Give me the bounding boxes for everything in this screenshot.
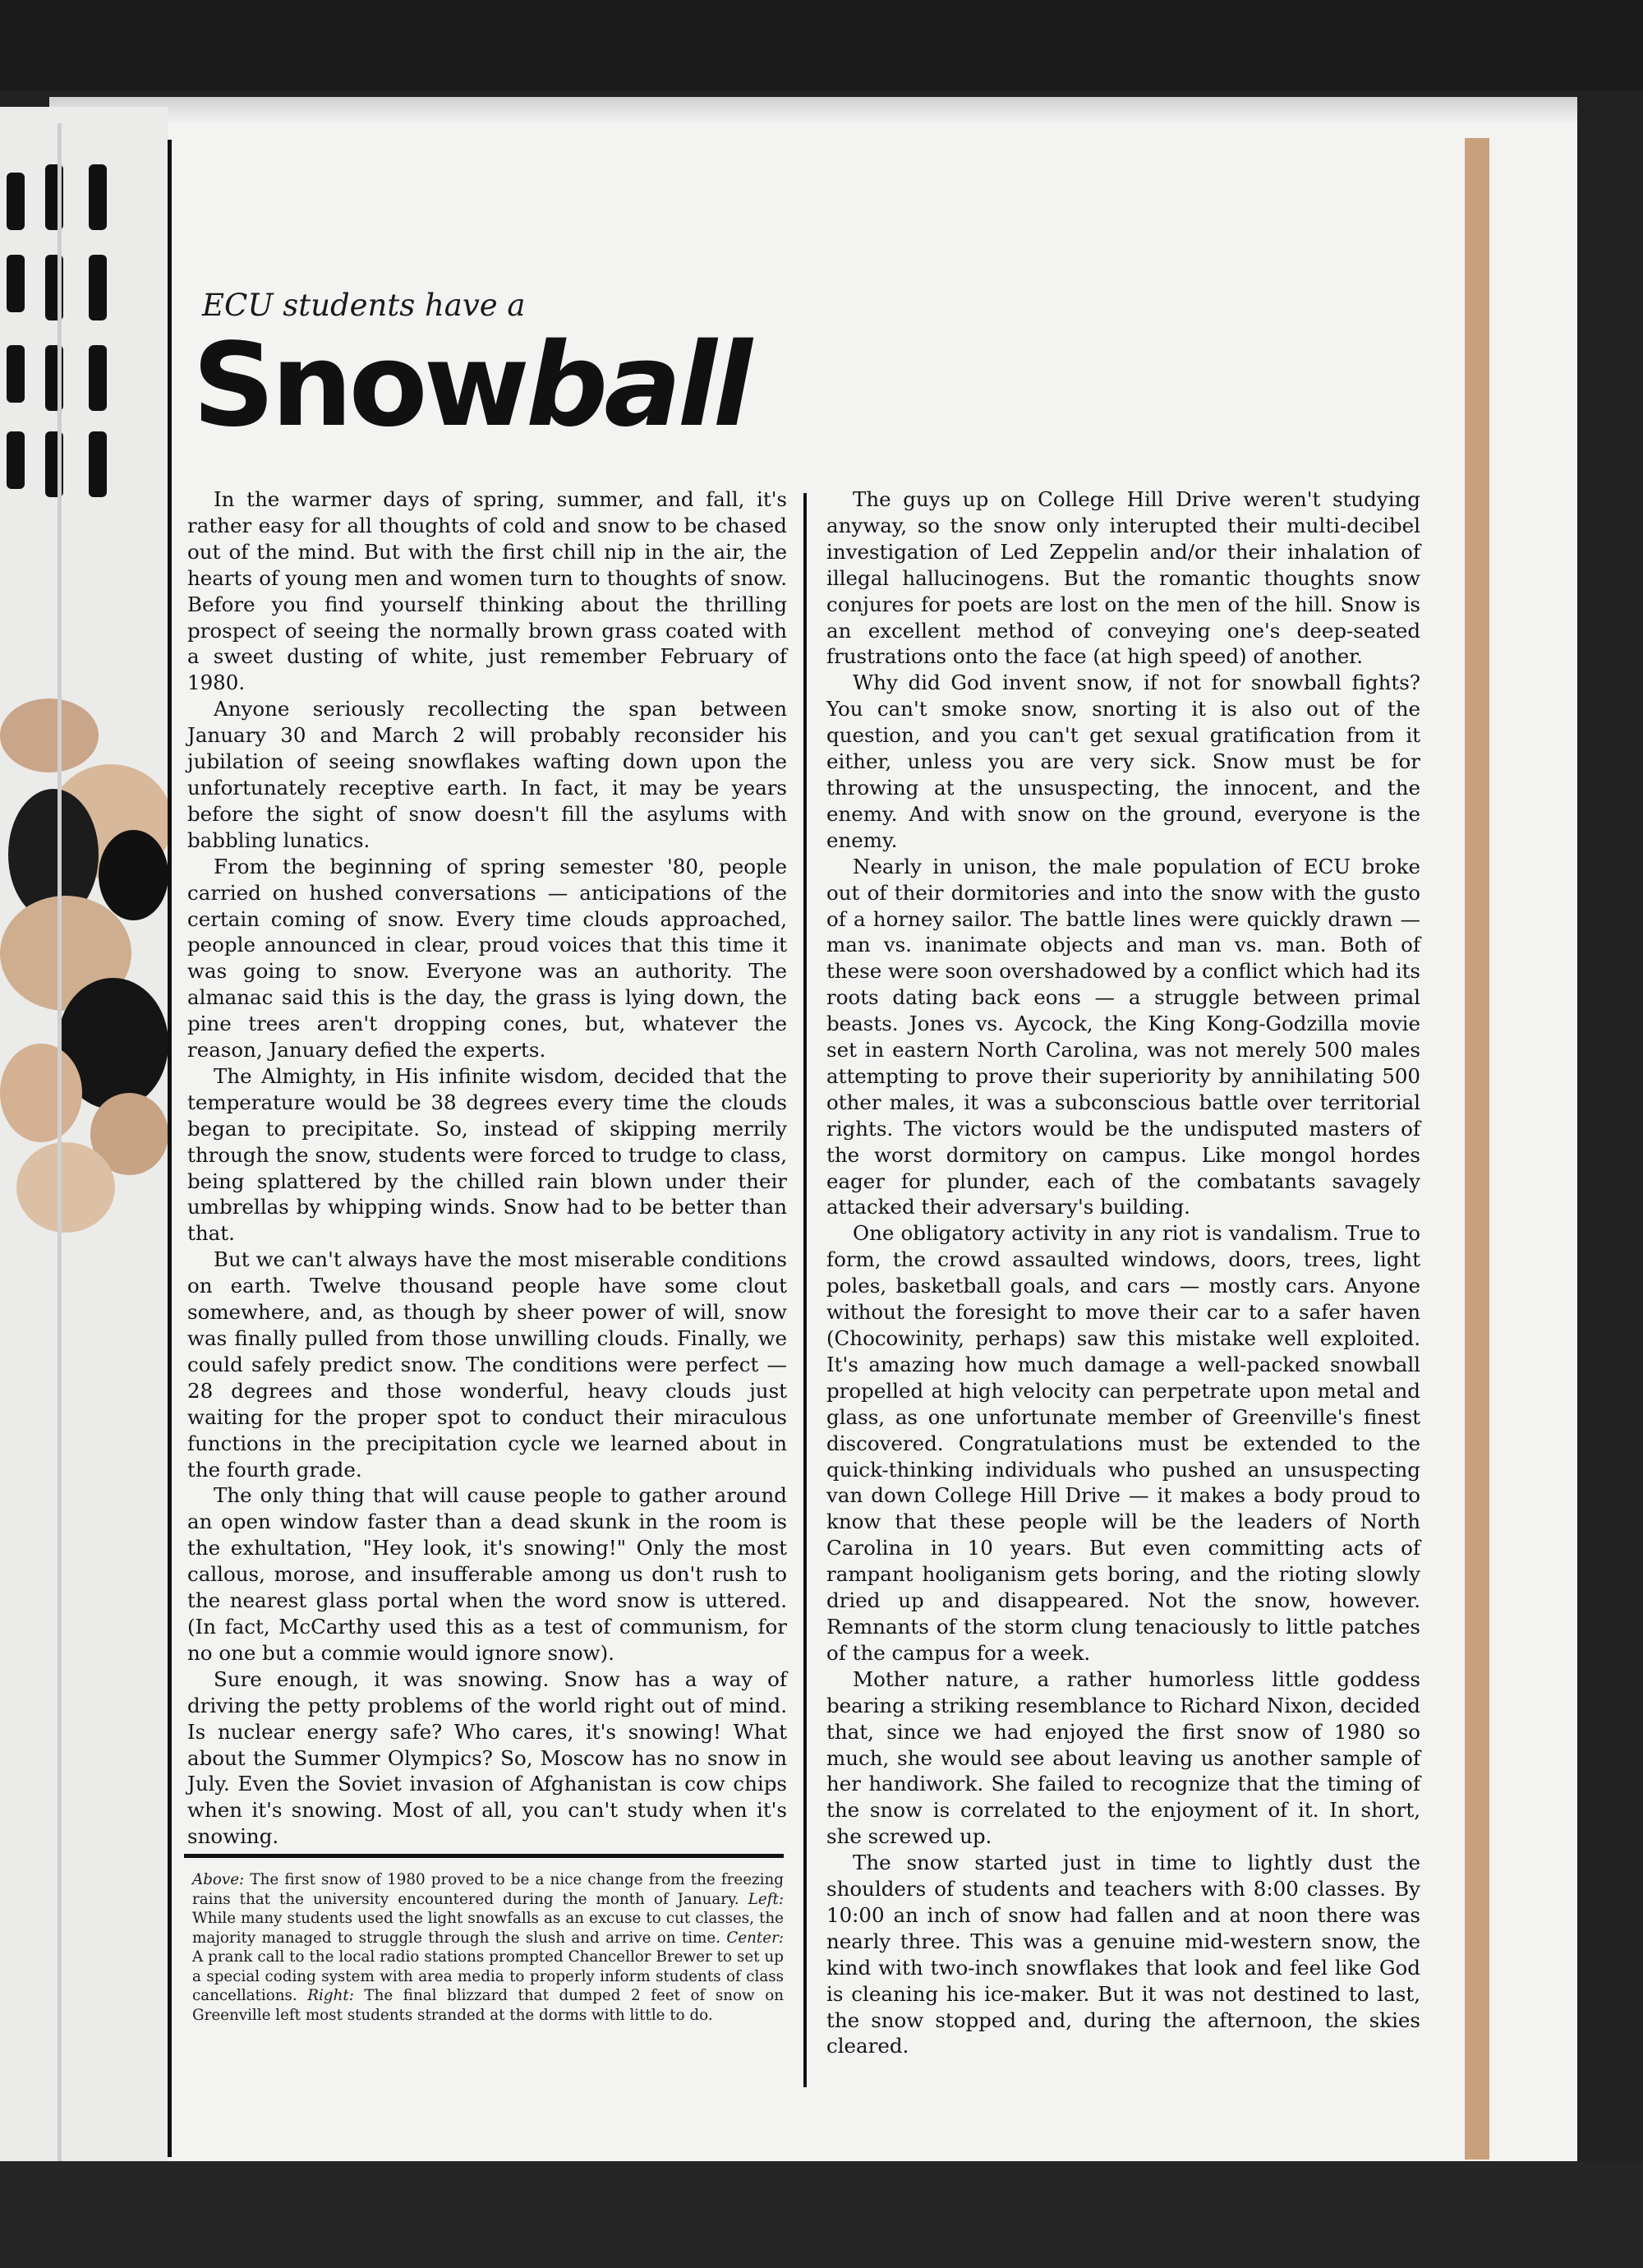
scan-background-top [0, 0, 1643, 90]
scan-background-bottom [0, 2161, 1643, 2268]
column-divider [803, 493, 807, 2087]
article-column-left [187, 486, 787, 1850]
paragraph: The snow started just in time to lightly dust the shoulders of students and teachers with 8:00 classes. By 10:00 an inch of snow had fallen and at noon there was nearly three. This was a genuine mid-western snow, the kind with two-inch snowflakes that look and feel like God is cleaning his ice-maker. But it was not destined to last, the snow stopped and, during the afternoon, the skies cleared. [826, 1851, 1420, 2058]
paragraph: The guys up on College Hill Drive weren't studying anyway, so the snow only interupted their multi-decibel investigation of Led Zeppelin and/or their inhalation of illegal hallucinogens. But the romantic thoughts snow conjures for poets are lost on the men of the hill. Snow is an excellent method of conveying one's deep-seated frustrations onto the face (at high speed) of another. [826, 487, 1420, 669]
binding-hole [89, 431, 107, 497]
headline-part-a: Snow [192, 319, 527, 453]
accent-bar [1465, 138, 1489, 2160]
paragraph: Mother nature, a rather humorless little goddess bearing a striking resemblance to Richard Nixon, decided that, since we had enjoyed the first snow of 1980 so much, she would see about leaving us another sample of her handiwork. She failed to recognize that the timing of the snow is correlated to the enjoyment of it. In short, she screwed up. [826, 1666, 1420, 1849]
binding-hole [89, 255, 107, 320]
photo-fragment [99, 830, 168, 920]
paragraph: The Almighty, in His infinite wisdom, decided that the temperature would be 38 degrees every time the clouds began to precipitate. So, instead of skipping merrily through the snow, students were forced to trudge to class, being splattered by the chilled rain blown under their umbrellas by whipping winds. Snow had to be better than that. [187, 1063, 787, 1246]
binding-hole [7, 431, 25, 489]
caption-text: While many students used the light snowfalls as an excuse to cut classes, the majority managed to struggle through the slush and arrive on time. [192, 1910, 784, 1947]
photo-fragment [0, 698, 99, 772]
photo-caption [192, 1870, 784, 2025]
paragraph: But we can't always have the most miserable conditions on earth. Twelve thousand people have some clout somewhere, and, as though by sheer power of will, snow was finally pulled from those unwilling clouds. Finally, we could safely predict snow. The conditions were perfect — 28 degrees and those wonderful, heavy clouds just waiting for the proper spot to conduct their miraculous functions in the precipitation cycle we learned about in the fourth grade. [187, 1247, 787, 1482]
paragraph: The only thing that will cause people to gather around an open window faster than a dead skunk in the room is the exhultation, "Hey look, it's snowing!" Only the most callous, morose, and insufferable among us don't rush to the nearest glass portal when the word snow is uttered. (In fact, McCarthy used this as a test of communism, for no one but a commie would ignore snow). [187, 1483, 787, 1665]
paragraph: In the warmer days of spring, summer, and fall, it's rather easy for all thoughts of cold and snow to be chased out of the mind. But with the first chill nip in the air, the hearts of young men and women turn to thoughts of snow. Before you find yourself thinking about the thrilling prospect of seeing the normally brown grass coated with a sweet dusting of white, just remember February of 1980. [187, 487, 787, 695]
caption-text: The first snow of 1980 proved to be a nice change from the freezing rains that the university encountered during the month of January. [192, 1871, 784, 1908]
paragraph: Sure enough, it was snowing. Snow has a way of driving the petty problems of the world right out of mind. Is nuclear energy safe? Who cares, it's snowing! What about the Summer Olympics? So, Moscow has no snow in July. Even the Soviet invasion of Afghanistan is cow chips when it's snowing. Most of all, you can't study when it's snowing. [187, 1666, 787, 1849]
facing-page-fragment [0, 107, 168, 2161]
caption-label: Left: [748, 1890, 784, 1908]
photo-fragment [0, 1044, 82, 1142]
paragraph: One obligatory activity in any riot is vandalism. True to form, the crowd assaulted windows, doors, trees, light poles, basketball goals, and cars — mostly cars. Anyone without the foresight to move their car to a safer haven (Chocowinity, perhaps) saw this mistake well exploited. It's amazing how much damage a well-packed snowball propelled at high velocity can perpetrate upon metal and glass, as one unfortunate member of Greenville's finest discovered. Congratulations must be extended to the quick-thinking individuals who pushed an unsuspecting van down College Hill Drive — it makes a body proud to know that these people will be the leaders of North Carolina in 10 years. But even committing acts of rampant hooliganism gets boring, and the rioting slowly dried up and disappeared. Not the snow, however. Remnants of the storm clung tenaciously to little patches of the campus for a week. [826, 1221, 1420, 1665]
photo-fragment [16, 1142, 115, 1233]
paragraph: Anyone seriously recollecting the span between January 30 and March 2 will probably reconsider his jubilation of seeing snowflakes wafting down upon the unfortunately receptive earth. In fact, it may be years before the sight of snow doesn't fill the asylums with babbling lunatics. [187, 697, 787, 852]
paragraph: From the beginning of spring semester '80, people carried on hushed conversations — anticipations of the certain coming of snow. Every time clouds approached, people announced in clear, proud voices that this time it was going to snow. Everyone was an authority. The almanac said this is the day, the grass is lying down, the pine trees aren't dropping cones, but, whatever the reason, January defied the experts. [187, 854, 787, 1063]
paragraph: Why did God invent snow, if not for snowball fights? You can't smoke snow, snorting it is also out of the question, and you can't get sexual gratification from it either, unless you are very sick. Snow must be for throwing at the unsuspecting, the innocent, and the enemy. And with snow on the ground, everyone is the enemy. [826, 671, 1420, 852]
gutter-shadow [58, 123, 62, 2161]
caption-label: Center: [726, 1929, 784, 1947]
binding-hole [7, 345, 25, 403]
left-vertical-rule [168, 140, 172, 2157]
page-stack-edge [49, 97, 1577, 123]
paragraph: Nearly in unison, the male population of ECU broke out of their dormitories and into the snow with the gusto of a horney sailor. The battle lines were quickly drawn — man vs. inanimate objects and man vs. man. Both of these were soon overshadowed by a conflict which had its roots dating back eons — a struggle between primal beasts. Jones vs. Aycock, the King Kong-Godzilla movie set in eastern North Carolina, was not merely 500 males attempting to prove their superiority by annihilating 500 other males, it was a subconscious battle over territorial rights. The victors would be the undisputed masters of the worst dormitory on campus. Like mongol hordes eager for plunder, each of the combatants savagely attacked their adversary's building. [826, 854, 1420, 1219]
article-column-right [826, 486, 1420, 2059]
headline-part-b: ball [526, 319, 748, 453]
caption-text: The final blizzard that dumped 2 feet of snow on Greenville left most students stranded at the dorms with little to do. [192, 1987, 784, 2024]
kicker: ECU students have a [202, 288, 526, 323]
binding-hole [89, 345, 107, 411]
caption-text: A prank call to the local radio stations prompted Chancellor Brewer to set up a special coding system with area media to properly inform students of class cancellations. [192, 1948, 784, 2004]
binding-hole [89, 164, 107, 230]
headline [192, 319, 748, 453]
binding-hole [7, 255, 25, 312]
binding-hole [7, 173, 25, 230]
caption-label: Right: [307, 1987, 354, 2004]
caption-label: Above: [192, 1871, 245, 1888]
caption-rule [184, 1854, 784, 1858]
